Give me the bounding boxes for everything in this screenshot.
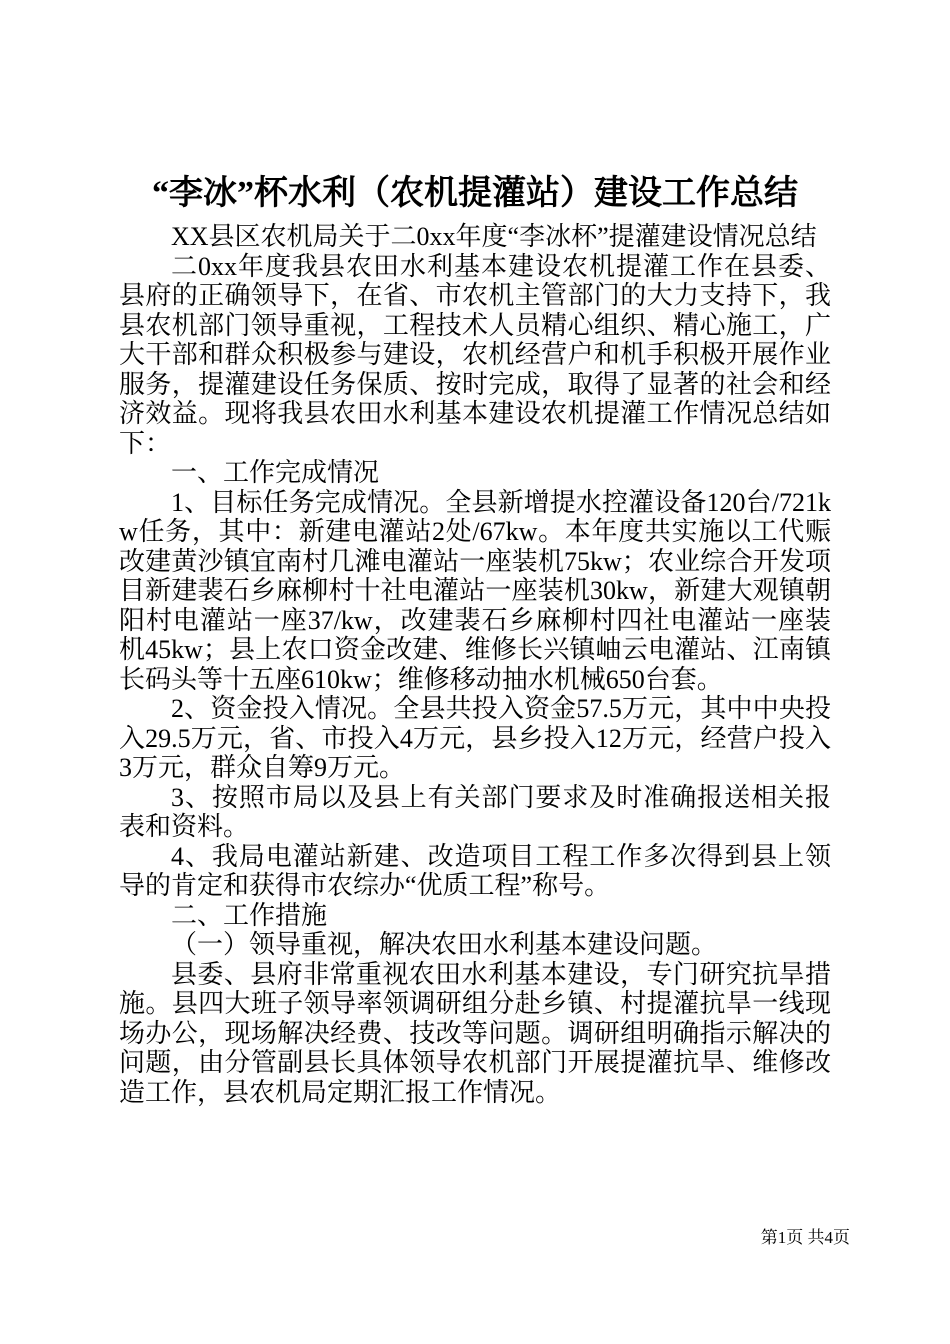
heading-section-2-work-measures: 二、工作措施 [171, 900, 328, 930]
document-body [119, 172, 831, 1107]
paragraph-subtitle: XX县区农机局关于二0xx年度“李冰杯”提灌建设情况总结 [171, 222, 817, 251]
page-number-indicator: 第1页 共4页 [760, 1228, 850, 1247]
heading-subsection-1-leadership: （一）领导重视，解决农田水利基本建设问题。 [171, 930, 718, 959]
page-footer [761, 1228, 850, 1248]
paragraph-project-honors: 4、我局电灌站新建、改造项目工程工作多次得到县上领导的肯定和获得市农综办“优质工程”称号。 [119, 841, 831, 900]
heading-section-1-work-completion: 一、工作完成情况 [171, 458, 380, 487]
paragraph-task-completion: 1、目标任务完成情况。全县新增提水控灌设备120台/721kw任务，其中：新建电灌站2处/67kw。本年度共实施以工代赈改建黄沙镇宜南村几滩电灌站一座装机75kw；农业综合开发项目新建裴石乡麻柳村十社电灌站一座装机30kw，新建大观镇朝阳村电灌站一座37/kw，改建裴石乡麻柳村四社电灌站一座装机45kw；县上农口资金改建、维修长兴镇岫云电灌站、江南镇长码头等十五座610kw；维修移动抽水机械650台套。 [119, 487, 831, 694]
paragraph-report-submission: 3、按照市局以及县上有关部门要求及时准确报送相关报表和资料。 [119, 782, 831, 841]
paragraph-leadership-detail: 县委、县府非常重视农田水利基本建设，专门研究抗旱措施。县四大班子领导率领调研组分赴乡镇、村提灌抗旱一线现场办公，现场解决经费、技改等问题。调研组明确指示解决的问题，由分管副县长具体领导农机部门开展提灌抗旱、维修改造工作，县农机局定期汇报工作情况。 [119, 959, 831, 1107]
paragraph-overview: 二0xx年度我县农田水利基本建设农机提灌工作在县委、县府的正确领导下，在省、市农机主管部门的大力支持下，我县农机部门领导重视，工程技术人员精心组织、精心施工，广大干部和群众积极参与建设，农机经营户和机手积极开展作业服务，提灌建设任务保质、按时完成，取得了显著的社会和经济效益。现将我县农田水利基本建设农机提灌工作情况总结如下： [119, 251, 831, 458]
document-title: “李冰”杯水利（农机提灌站）建设工作总结 [152, 175, 798, 212]
paragraph-funding-investment: 2、资金投入情况。全县共投入资金57.5万元，其中中央投入29.5万元，省、市投入4万元，县乡投入12万元，经营户投入3万元，群众自筹9万元。 [119, 694, 831, 782]
